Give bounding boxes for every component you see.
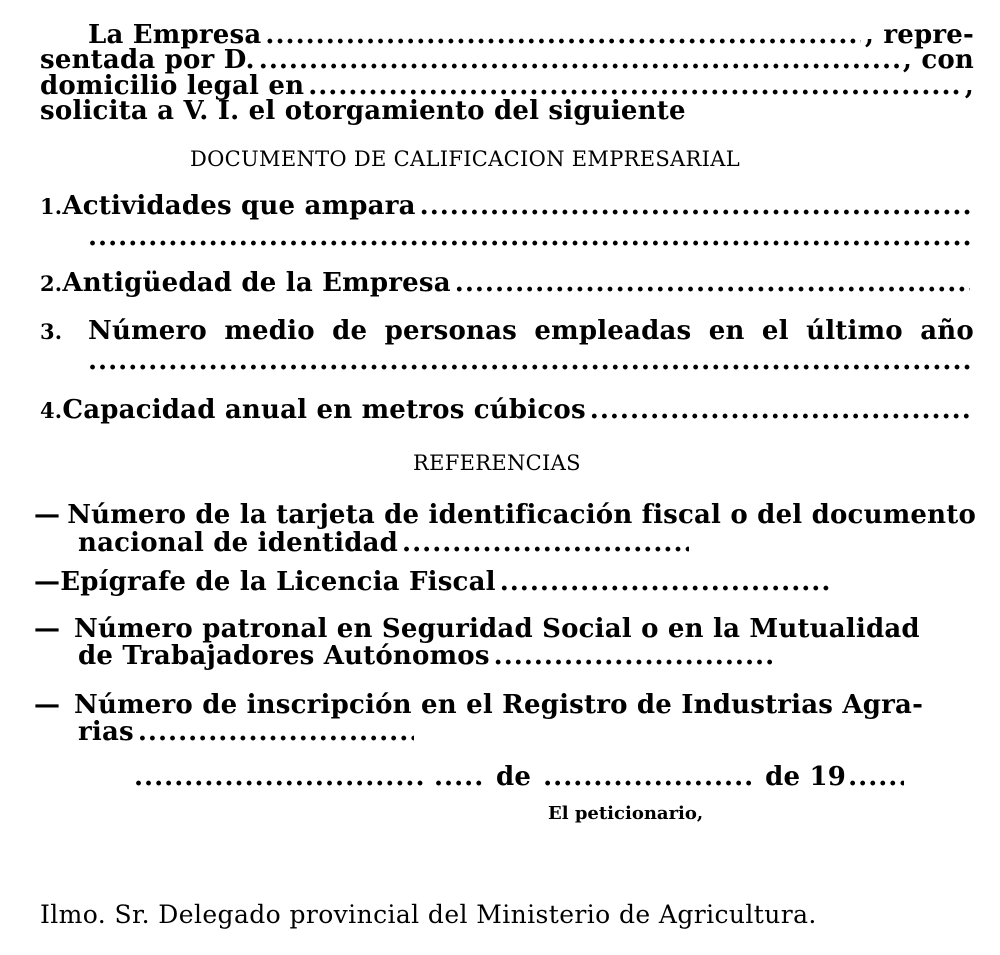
item-3-word: medio [224, 316, 315, 346]
blank-dia[interactable] [434, 762, 484, 792]
reference-1-dash: — [34, 500, 61, 530]
section-heading: DOCUMENTO DE CALIFICACION EMPRESARIAL [190, 147, 740, 171]
blank-personas[interactable] [88, 346, 970, 376]
blank-antiguedad[interactable] [455, 268, 970, 298]
intro-line-4 [40, 96, 686, 126]
addressee: Ilmo. Sr. Delegado provincial del Ministerio de Agricultura. [40, 900, 817, 929]
item-3 [40, 316, 974, 347]
reference-4-text: Número de inscripción en el Registro de Industrias Agra- [74, 690, 924, 720]
reference-3 [34, 614, 976, 644]
reference-3-text: Número patronal en Seguridad Social o en la Mutualidad [74, 614, 920, 644]
item-1-label: Actividades que ampara [62, 191, 416, 221]
blank-mes[interactable] [543, 762, 753, 792]
intro-line-4-text: solicita a V. I. el otorgamiento del siguiente [40, 96, 686, 126]
item-3-word: de [332, 316, 368, 346]
blank-patronal[interactable] [494, 641, 772, 671]
blank-actividades-2[interactable] [88, 222, 970, 252]
intro-line-2-text: sentada por D. [40, 45, 255, 75]
date-line [134, 762, 934, 792]
reference-4-line-2 [78, 717, 418, 747]
item-3-word: empleadas [534, 316, 692, 346]
intro-line-1-text: La Empresa [88, 20, 262, 50]
date-de-1: de [496, 762, 532, 792]
item-1-number: 1. [40, 194, 63, 219]
item-3-word: en [708, 316, 745, 346]
reference-2-dash: — [34, 567, 61, 597]
blank-lugar[interactable] [134, 762, 424, 792]
item-3-word: Número [88, 316, 207, 346]
item-3-label [88, 316, 974, 346]
reference-4 [34, 690, 976, 720]
item-3-word: año [920, 316, 974, 346]
item-4 [40, 395, 974, 426]
blank-registro[interactable] [138, 717, 414, 747]
item-2-number: 2. [40, 271, 63, 296]
item-3-continuation [88, 346, 974, 376]
reference-4-text-2: rias [78, 717, 134, 747]
blank-nif[interactable] [402, 528, 689, 558]
item-2 [40, 268, 974, 299]
blank-anio[interactable] [848, 762, 904, 792]
signature-label: El peticionario, [548, 803, 704, 824]
item-1-continuation [88, 222, 974, 252]
reference-3-line-2 [78, 641, 776, 671]
blank-licencia[interactable] [500, 567, 830, 597]
item-3-word: último [806, 316, 903, 346]
item-3-number: 3. [40, 319, 63, 344]
reference-3-text-2: de Trabajadores Autónomos [78, 641, 490, 671]
date-de-2: de 19 [765, 762, 847, 792]
intro-line-1-end: , repre- [864, 20, 974, 50]
intro-line-3-text: domicilio legal en [40, 71, 305, 101]
reference-1-text: Número de la tarjeta de identificación fiscal o del documento [67, 500, 976, 530]
referencias-heading: REFERENCIAS [413, 451, 581, 475]
intro-line-3-end: , [964, 71, 974, 101]
reference-2 [34, 567, 834, 597]
reference-1 [34, 500, 976, 530]
reference-3-dash: — [34, 614, 61, 644]
item-3-word: personas [384, 316, 518, 346]
blank-actividades[interactable] [420, 191, 970, 221]
item-3-word: el [761, 316, 789, 346]
item-2-label: Antigüedad de la Empresa [62, 268, 451, 298]
reference-4-dash: — [34, 690, 61, 720]
item-1 [40, 191, 974, 222]
intro-line-2-end: , con [902, 45, 974, 75]
item-4-label: Capacidad anual en metros cúbicos [62, 395, 586, 425]
reference-1-line-2 [78, 528, 693, 558]
item-4-number: 4. [40, 398, 63, 423]
blank-capacidad[interactable] [590, 395, 970, 425]
reference-2-text: Epígrafe de la Licencia Fiscal [60, 567, 496, 597]
reference-1-text-2: nacional de identidad [78, 528, 399, 558]
